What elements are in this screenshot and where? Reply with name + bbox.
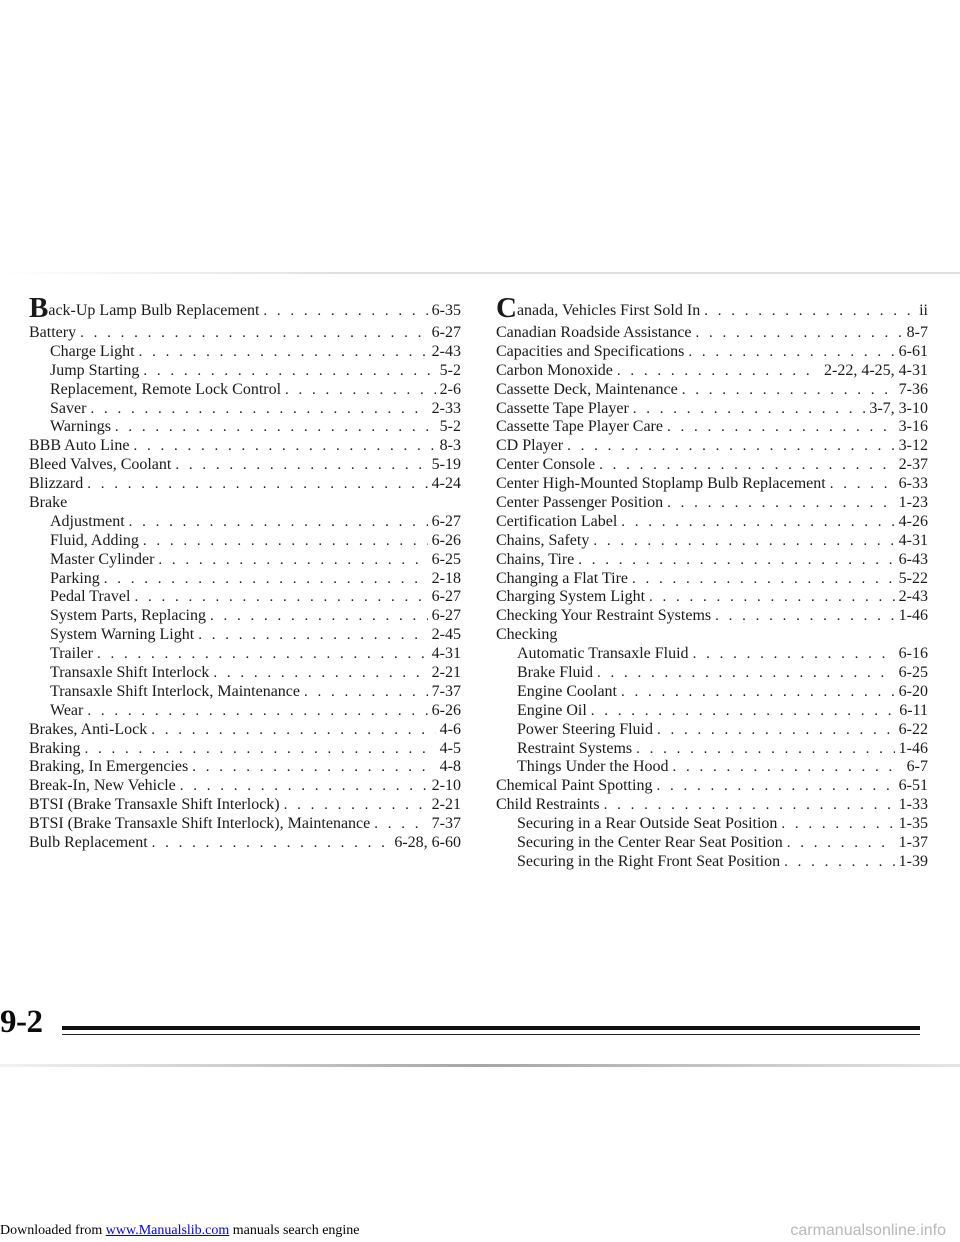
page-reference: 6-25 bbox=[431, 550, 461, 568]
page-reference: 6-26 bbox=[431, 701, 461, 719]
drop-cap-letter: C bbox=[496, 298, 517, 324]
page-reference: 4-31 bbox=[898, 531, 928, 549]
index-subentry bbox=[29, 343, 461, 362]
dot-leader bbox=[667, 418, 895, 437]
index-subentry bbox=[29, 381, 461, 400]
index-entry bbox=[29, 324, 461, 343]
dot-leader bbox=[213, 664, 427, 683]
dot-leader bbox=[192, 758, 435, 777]
index-subentry bbox=[29, 588, 461, 607]
page-reference: 6-7 bbox=[906, 758, 928, 776]
entry-title: Break-In, New Vehicle bbox=[29, 777, 176, 795]
index-entry bbox=[496, 324, 928, 343]
page-reference: 2-21 bbox=[431, 796, 461, 814]
entry-title: Wear bbox=[50, 701, 84, 719]
entry-title: Securing in the Right Front Seat Position bbox=[517, 852, 781, 870]
index-entry bbox=[496, 532, 928, 551]
dot-leader bbox=[632, 570, 895, 589]
download-watermark bbox=[0, 1223, 360, 1239]
index-entry bbox=[496, 418, 928, 437]
index-entry bbox=[29, 777, 461, 796]
page-reference: 2-43 bbox=[431, 342, 461, 360]
page-reference: 5-2 bbox=[439, 361, 461, 379]
page-reference: 6-43 bbox=[898, 550, 928, 568]
entry-title: Warnings bbox=[50, 418, 111, 436]
index-subentry bbox=[29, 683, 461, 702]
dot-leader bbox=[567, 437, 895, 456]
entry-title: Chains, Tire bbox=[496, 550, 575, 568]
index-entry bbox=[496, 607, 928, 626]
entry-title bbox=[29, 298, 259, 324]
index-entry bbox=[496, 551, 928, 570]
dot-leader bbox=[599, 456, 895, 475]
entry-title: Checking Your Restraint Systems bbox=[496, 607, 712, 625]
index-entry bbox=[29, 796, 461, 815]
page-reference: 4-5 bbox=[439, 739, 461, 757]
entry-title: Saver bbox=[50, 399, 87, 417]
entry-title: Center Passenger Position bbox=[496, 494, 664, 512]
page-reference: 6-51 bbox=[898, 777, 928, 795]
entry-title: Charge Light bbox=[50, 342, 135, 360]
dot-leader bbox=[284, 796, 428, 815]
dot-leader bbox=[784, 853, 895, 872]
dot-leader bbox=[143, 362, 435, 381]
page-reference: 5-22 bbox=[898, 569, 928, 587]
page-reference: 6-26 bbox=[431, 531, 461, 549]
entry-title: Securing in the Center Rear Seat Position bbox=[517, 834, 783, 852]
dot-leader bbox=[704, 298, 915, 324]
page-reference: 3-16 bbox=[898, 418, 928, 436]
index-subentry bbox=[29, 418, 461, 437]
index-subentry bbox=[29, 607, 461, 626]
index-entry bbox=[496, 513, 928, 532]
dot-leader bbox=[688, 343, 894, 362]
index-entry bbox=[496, 381, 928, 400]
dot-leader bbox=[787, 834, 895, 853]
entry-title: Blizzard bbox=[29, 475, 84, 493]
dot-leader bbox=[143, 532, 428, 551]
entry-title: Master Cylinder bbox=[50, 550, 155, 568]
dot-leader bbox=[85, 740, 436, 759]
drop-cap-letter: B bbox=[29, 298, 49, 324]
index-entry bbox=[496, 456, 928, 475]
index-subentry bbox=[29, 570, 461, 589]
page-reference: 6-27 bbox=[431, 324, 461, 341]
index-entry bbox=[496, 298, 928, 324]
entry-title: Center Console bbox=[496, 456, 596, 474]
entry-title: Adjustment bbox=[50, 512, 125, 530]
dot-leader bbox=[87, 475, 427, 494]
page-reference: 1-35 bbox=[898, 815, 928, 833]
entry-title: Brakes, Anti-Lock bbox=[29, 720, 148, 738]
dot-leader bbox=[604, 796, 895, 815]
page-reference: 4-8 bbox=[439, 758, 461, 776]
entry-title bbox=[496, 298, 700, 324]
page-reference: 6-35 bbox=[431, 302, 461, 319]
index-entry bbox=[496, 343, 928, 362]
dot-leader bbox=[210, 607, 428, 626]
entry-title: Bulb Replacement bbox=[29, 834, 148, 852]
index-entry bbox=[496, 777, 928, 796]
page-reference: 2-10 bbox=[431, 777, 461, 795]
index-entry bbox=[29, 721, 461, 740]
index-subentry bbox=[496, 853, 928, 872]
index-subentry bbox=[29, 513, 461, 532]
dot-leader bbox=[175, 456, 427, 475]
dot-leader bbox=[87, 702, 427, 721]
dot-leader bbox=[578, 551, 894, 570]
page-reference: 1-46 bbox=[898, 607, 928, 625]
index-subentry bbox=[496, 740, 928, 759]
dot-leader bbox=[115, 418, 436, 437]
dot-leader bbox=[80, 324, 428, 343]
index-subentry bbox=[496, 702, 928, 721]
page-reference: 7-36 bbox=[898, 380, 928, 398]
footer-rule-thin bbox=[62, 1034, 920, 1035]
index-entry bbox=[496, 588, 928, 607]
carmanuals-watermark: carmanualsonline.info bbox=[790, 1222, 946, 1239]
page-reference: 3-12 bbox=[898, 437, 928, 455]
entry-title: Bleed Valves, Coolant bbox=[29, 456, 172, 474]
index-entry bbox=[496, 362, 928, 381]
dot-leader bbox=[591, 702, 896, 721]
index-subentry bbox=[29, 400, 461, 419]
page-reference: 1-37 bbox=[898, 834, 928, 852]
page-reference: 6-28, 6-60 bbox=[394, 834, 461, 852]
index-entry bbox=[29, 740, 461, 759]
entry-title: BTSI (Brake Transaxle Shift Interlock), Maintenance bbox=[29, 815, 371, 833]
footer-rule-bottom bbox=[0, 1064, 960, 1067]
entry-title: Changing a Flat Tire bbox=[496, 569, 629, 587]
dot-leader bbox=[593, 532, 894, 551]
index-entry bbox=[496, 796, 928, 815]
dot-leader bbox=[198, 626, 427, 645]
index-entry bbox=[496, 475, 928, 494]
watermark-prefix: Downloaded from bbox=[0, 1223, 106, 1238]
page-reference: 6-27 bbox=[431, 607, 461, 625]
page-reference: 2-21 bbox=[431, 664, 461, 682]
page-reference: 2-22, 4-25, 4-31 bbox=[824, 361, 928, 379]
index-subentry bbox=[496, 664, 928, 683]
page-reference: 6-20 bbox=[898, 682, 928, 700]
dot-leader bbox=[285, 381, 436, 400]
dot-leader bbox=[656, 777, 894, 796]
entry-title: Securing in a Rear Outside Seat Position bbox=[517, 815, 778, 833]
watermark-suffix: manuals search engine bbox=[229, 1223, 360, 1238]
dot-leader bbox=[139, 343, 428, 362]
index-column-right bbox=[496, 298, 928, 872]
page-reference: 6-11 bbox=[899, 701, 928, 719]
entry-title-text: anada, Vehicles First Sold In bbox=[516, 302, 701, 319]
index-subentry bbox=[29, 645, 461, 664]
entry-title: Pedal Travel bbox=[50, 588, 131, 606]
entry-title: Child Restraints bbox=[496, 796, 600, 814]
entry-title: Canadian Roadside Assistance bbox=[496, 324, 692, 341]
dot-leader bbox=[682, 381, 895, 400]
entry-title: Automatic Transaxle Fluid bbox=[517, 645, 689, 663]
page-reference: 7-37 bbox=[431, 815, 461, 833]
entry-title: Restraint Systems bbox=[517, 739, 633, 757]
page-reference: 1-46 bbox=[898, 739, 928, 757]
page-reference: 6-61 bbox=[898, 342, 928, 360]
index-entry bbox=[29, 456, 461, 475]
index-subentry bbox=[29, 626, 461, 645]
index-subentry bbox=[496, 721, 928, 740]
entry-title: Cassette Tape Player Care bbox=[496, 418, 663, 436]
index-entry bbox=[29, 475, 461, 494]
dot-leader bbox=[636, 740, 895, 759]
dot-leader bbox=[152, 834, 391, 853]
entry-title: Braking bbox=[29, 739, 81, 757]
entry-title: Chains, Safety bbox=[496, 531, 590, 549]
page-reference: 2-6 bbox=[439, 380, 461, 398]
dot-leader bbox=[715, 607, 895, 626]
page-reference: 1-39 bbox=[898, 852, 928, 870]
page-reference: 7-37 bbox=[431, 682, 461, 700]
dot-leader bbox=[781, 815, 894, 834]
index-subentry bbox=[496, 834, 928, 853]
dot-leader bbox=[693, 645, 895, 664]
index-subentry bbox=[29, 702, 461, 721]
dot-leader bbox=[597, 664, 895, 683]
entry-title: Braking, In Emergencies bbox=[29, 758, 189, 776]
dot-leader bbox=[158, 551, 427, 570]
entry-title: Carbon Monoxide bbox=[496, 361, 613, 379]
page-reference: 6-22 bbox=[898, 720, 928, 738]
page-reference: 2-43 bbox=[898, 588, 928, 606]
entry-title: Cassette Deck, Maintenance bbox=[496, 380, 678, 398]
entry-title: Transaxle Shift Interlock bbox=[50, 664, 210, 682]
dot-leader bbox=[104, 570, 428, 589]
dot-leader bbox=[97, 645, 428, 664]
page-reference: 3-7, 3-10 bbox=[869, 399, 928, 417]
page-reference: 8-7 bbox=[906, 324, 928, 341]
entry-title: CD Player bbox=[496, 437, 564, 455]
page-reference: 1-23 bbox=[898, 494, 928, 512]
entry-title: Charging System Light bbox=[496, 588, 646, 606]
dot-leader bbox=[673, 758, 903, 777]
index-subentry bbox=[496, 758, 928, 777]
page-reference: 5-2 bbox=[439, 418, 461, 436]
entry-title: Trailer bbox=[50, 645, 93, 663]
entry-title: Jump Starting bbox=[50, 361, 140, 379]
index-heading: Brake bbox=[29, 494, 68, 512]
entry-title: Replacement, Remote Lock Control bbox=[50, 380, 282, 398]
dot-leader bbox=[696, 324, 903, 343]
index-column-left bbox=[29, 298, 461, 853]
entry-title: System Parts, Replacing bbox=[50, 607, 206, 625]
entry-title: Center High-Mounted Stoplamp Bulb Replacement bbox=[496, 475, 826, 493]
page-reference: 1-33 bbox=[898, 796, 928, 814]
entry-title: Capacities and Specifications bbox=[496, 342, 685, 360]
index-heading: Checking bbox=[496, 626, 558, 644]
index-subentry bbox=[496, 815, 928, 834]
page-reference: 6-33 bbox=[898, 475, 928, 493]
entry-title: Fluid, Adding bbox=[50, 531, 139, 549]
entry-title: Certification Label bbox=[496, 512, 618, 530]
entry-title: Things Under the Hood bbox=[517, 758, 669, 776]
index-subentry bbox=[29, 551, 461, 570]
page-reference: 2-37 bbox=[898, 456, 928, 474]
page-footer bbox=[0, 996, 960, 1066]
entry-title: Parking bbox=[50, 569, 100, 587]
index-subentry bbox=[29, 532, 461, 551]
page-reference: ii bbox=[919, 302, 928, 319]
entry-title: Engine Oil bbox=[517, 701, 587, 719]
page-reference: 4-26 bbox=[898, 512, 928, 530]
dot-leader bbox=[649, 588, 895, 607]
page-reference: 4-6 bbox=[439, 720, 461, 738]
index-entry bbox=[496, 400, 928, 419]
dot-leader bbox=[133, 437, 435, 456]
page-reference: 2-45 bbox=[431, 626, 461, 644]
entry-title: BTSI (Brake Transaxle Shift Interlock) bbox=[29, 796, 280, 814]
top-divider bbox=[0, 272, 960, 274]
entry-title: Chemical Paint Spotting bbox=[496, 777, 653, 795]
page-number: 9-2 bbox=[0, 1004, 43, 1040]
index-subentry bbox=[496, 645, 928, 664]
entry-title: Transaxle Shift Interlock, Maintenance bbox=[50, 682, 301, 700]
page-reference: 6-27 bbox=[431, 512, 461, 530]
footer-rule-thick bbox=[62, 1026, 920, 1030]
page-reference: 5-19 bbox=[431, 456, 461, 474]
index-entry bbox=[29, 815, 461, 834]
manualslib-link[interactable]: www.Manualslib.com bbox=[105, 1223, 230, 1238]
entry-title: Brake Fluid bbox=[517, 664, 593, 682]
dot-leader bbox=[657, 721, 895, 740]
dot-leader bbox=[129, 513, 428, 532]
entry-title: Battery bbox=[29, 324, 77, 341]
page-reference: 2-33 bbox=[431, 399, 461, 417]
dot-leader bbox=[830, 475, 895, 494]
page-reference: 4-24 bbox=[431, 475, 461, 493]
entry-title: Cassette Tape Player bbox=[496, 399, 629, 417]
entry-title-text: ack-Up Lamp Bulb Replacement bbox=[48, 302, 260, 319]
index-subentry bbox=[29, 362, 461, 381]
index-entry bbox=[29, 834, 461, 853]
index-entry bbox=[29, 437, 461, 456]
index-entry bbox=[29, 758, 461, 777]
dot-leader bbox=[667, 494, 895, 513]
page-reference: 8-3 bbox=[439, 437, 461, 455]
entry-title: Power Steering Fluid bbox=[517, 720, 653, 738]
dot-leader bbox=[151, 721, 435, 740]
dot-leader bbox=[374, 815, 427, 834]
page-reference: 6-27 bbox=[431, 588, 461, 606]
page-reference: 4-31 bbox=[431, 645, 461, 663]
dot-leader bbox=[621, 513, 894, 532]
index-entry bbox=[496, 437, 928, 456]
page-reference: 6-16 bbox=[898, 645, 928, 663]
dot-leader bbox=[633, 400, 866, 419]
entry-title: Engine Coolant bbox=[517, 682, 617, 700]
page-reference: 6-25 bbox=[898, 664, 928, 682]
entry-title: System Warning Light bbox=[50, 626, 195, 644]
index-entry bbox=[496, 570, 928, 589]
dot-leader bbox=[134, 588, 427, 607]
index-entry bbox=[29, 298, 461, 324]
index-subentry bbox=[496, 683, 928, 702]
index-entry bbox=[496, 494, 928, 513]
dot-leader bbox=[263, 298, 427, 324]
page-reference: 2-18 bbox=[431, 569, 461, 587]
entry-title: BBB Auto Line bbox=[29, 437, 130, 455]
dot-leader bbox=[90, 400, 427, 419]
dot-leader bbox=[621, 683, 895, 702]
dot-leader bbox=[617, 362, 820, 381]
dot-leader bbox=[304, 683, 428, 702]
index-subentry bbox=[29, 664, 461, 683]
dot-leader bbox=[180, 777, 428, 796]
